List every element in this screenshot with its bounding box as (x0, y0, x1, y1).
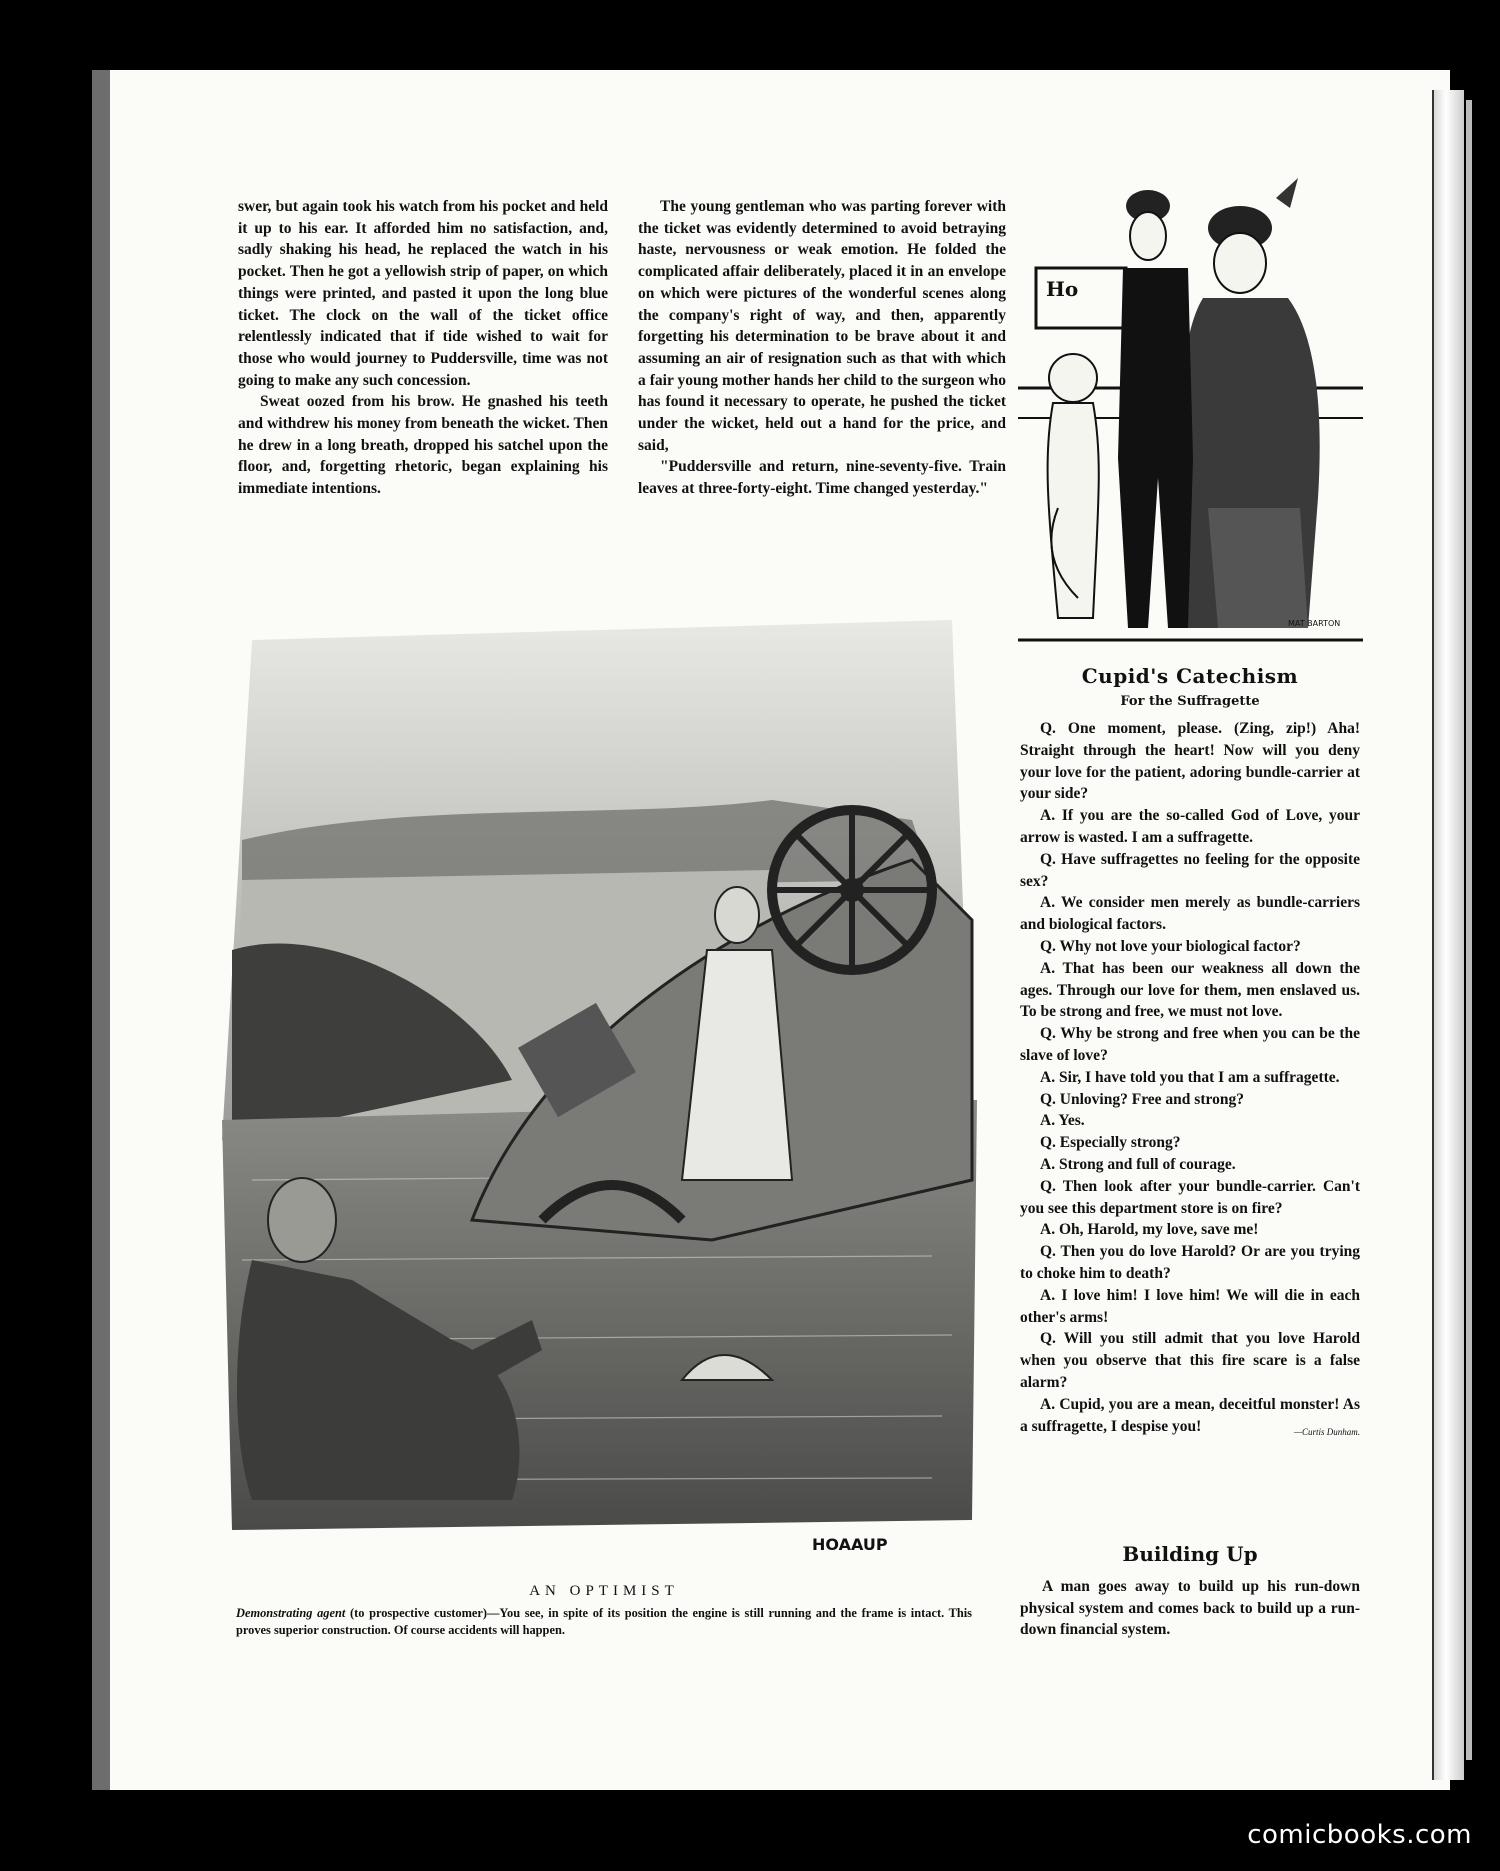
catechism-line: A. I love him! I love him! We will die in each other's arms! (1020, 1286, 1360, 1326)
author-credit: —Curtis Dunham. (1293, 1426, 1360, 1437)
optimist-caption (236, 1605, 972, 1639)
page-edge (1432, 90, 1464, 1780)
catechism-line: Q. One moment, please. (Zing, zip!) Aha! Straight through the heart! Now will you deny your love for the patient, adoring bundle-carrier at your side? (1020, 720, 1360, 803)
optimist-illustration (212, 620, 982, 1565)
catechism-line: A. We consider men merely as bundle-carriers and biological factors. (1020, 894, 1360, 934)
cupid-figure (1048, 354, 1099, 618)
site-watermark: comicbooks.com (1247, 1820, 1472, 1850)
catechism-line: Q. Will you still admit that you love Harold when you observe that this fire scare is a false alarm? (1020, 1330, 1360, 1391)
catechism-line: Q. Why not love your biological factor? (1040, 937, 1301, 955)
paragraph: Sweat oozed from his brow. He gnashed his teeth and withdrew his money from beneath the wicket. Then he drew in a long breath, dropped his satchel upon the floor, and, forgetting rhetoric, began explaining his immediate intentions. (238, 393, 608, 498)
story-column-1 (238, 196, 608, 500)
optimist-caption-title: AN OPTIMIST (529, 1583, 679, 1599)
catechism-line: A. That has been our weakness all down the ages. Through our love for them, men enslaved us. To be strong and free, we must not love. (1020, 959, 1360, 1021)
cupid-catechism-subtitle: For the Suffragette (1120, 694, 1260, 709)
catechism-last-line: A. Cupid, you are a mean, deceitful monster! As a suffragette, I despise you! (1020, 1395, 1360, 1435)
catechism-line: Q. Have suffragettes no feeling for the opposite sex? (1020, 850, 1360, 890)
cartoon-signature: MAT BARTON (1288, 619, 1341, 628)
cupid-catechism-title: Cupid's Catechism (1081, 664, 1299, 688)
cupid-catechism-text (1020, 718, 1360, 1443)
catechism-line: Q. Why be strong and free when you can be the slave of love? (1020, 1025, 1360, 1064)
store-sign-text: Ho (1046, 277, 1079, 301)
illustration-signature: HOAAUP (812, 1535, 888, 1554)
caption-lead: Demonstrating agent (236, 1606, 346, 1620)
story-column-2 (638, 196, 1006, 500)
suffragette-cartoon (1018, 178, 1363, 648)
paragraph: swer, but again took his watch from his pocket and held it up to his ear. It afforded him no satisfaction, and, sadly shaking his head, he replaced the watch in his pocket. Then he got a yellowish strip of paper, on which things were printed, and pasted it upon the long blue ticket. The clock on the wall of the ticket office relentlessly indicated that if tide wished to wait for those who would journey to Puddersville, time was not going to make any such concession. (238, 198, 608, 389)
catechism-line: A. Yes. (1040, 1112, 1085, 1130)
catechism-line: A. Sir, I have told you that I am a suffragette. (1040, 1068, 1340, 1086)
catechism-line: A. If you are the so-called God of Love, your arrow is wasted. I am a suffragette. (1020, 807, 1360, 846)
paragraph: The young gentleman who was parting forever with the ticket was evidently determined to avoid betraying haste, nervousness or weak emotion. He folded the complicated affair deliberately, placed it in an envelope on which were pictures of the wonderful scenes along the company's right of way, and then, apparently forgetting his determination to be brave about it and assuming an air of resignation such as that with which a fair young mother hands her child to the surgeon who has found it necessary to operate, he pushed the ticket under the wicket, held out a hand for the price, and said, (638, 198, 1006, 454)
catechism-line: Q. Unloving? Free and strong? (1040, 1090, 1244, 1108)
paragraph: "Puddersville and return, nine-seventy-five. Train leaves at three-forty-eight. Time changed yesterday." (638, 458, 1006, 498)
caption-body-text: (to prospective customer)—You see, in spite of its position the engine is still running and the frame is intact. This proves superior construction. Of course accidents will happen. (236, 1606, 973, 1637)
catechism-line: Q. Then you do love Harold? Or are you trying to choke him to death? (1020, 1243, 1360, 1282)
catechism-line (1020, 1394, 1360, 1438)
building-up-text (1020, 1576, 1360, 1641)
catechism-line: A. Strong and full of courage. (1040, 1155, 1236, 1173)
catechism-line: Q. Especially strong? (1040, 1134, 1181, 1152)
building-up-title: Building Up (1122, 1542, 1258, 1566)
page-edge-shadow (1466, 100, 1472, 1760)
paragraph: A man goes away to build up his run-down physical system and comes back to build up a run-down financial system. (1020, 1578, 1360, 1639)
catechism-line: Q. Then look after your bundle-carrier. Can't you see this department store is on fire? (1020, 1177, 1360, 1217)
catechism-line: A. Oh, Harold, my love, save me! (1040, 1221, 1259, 1239)
